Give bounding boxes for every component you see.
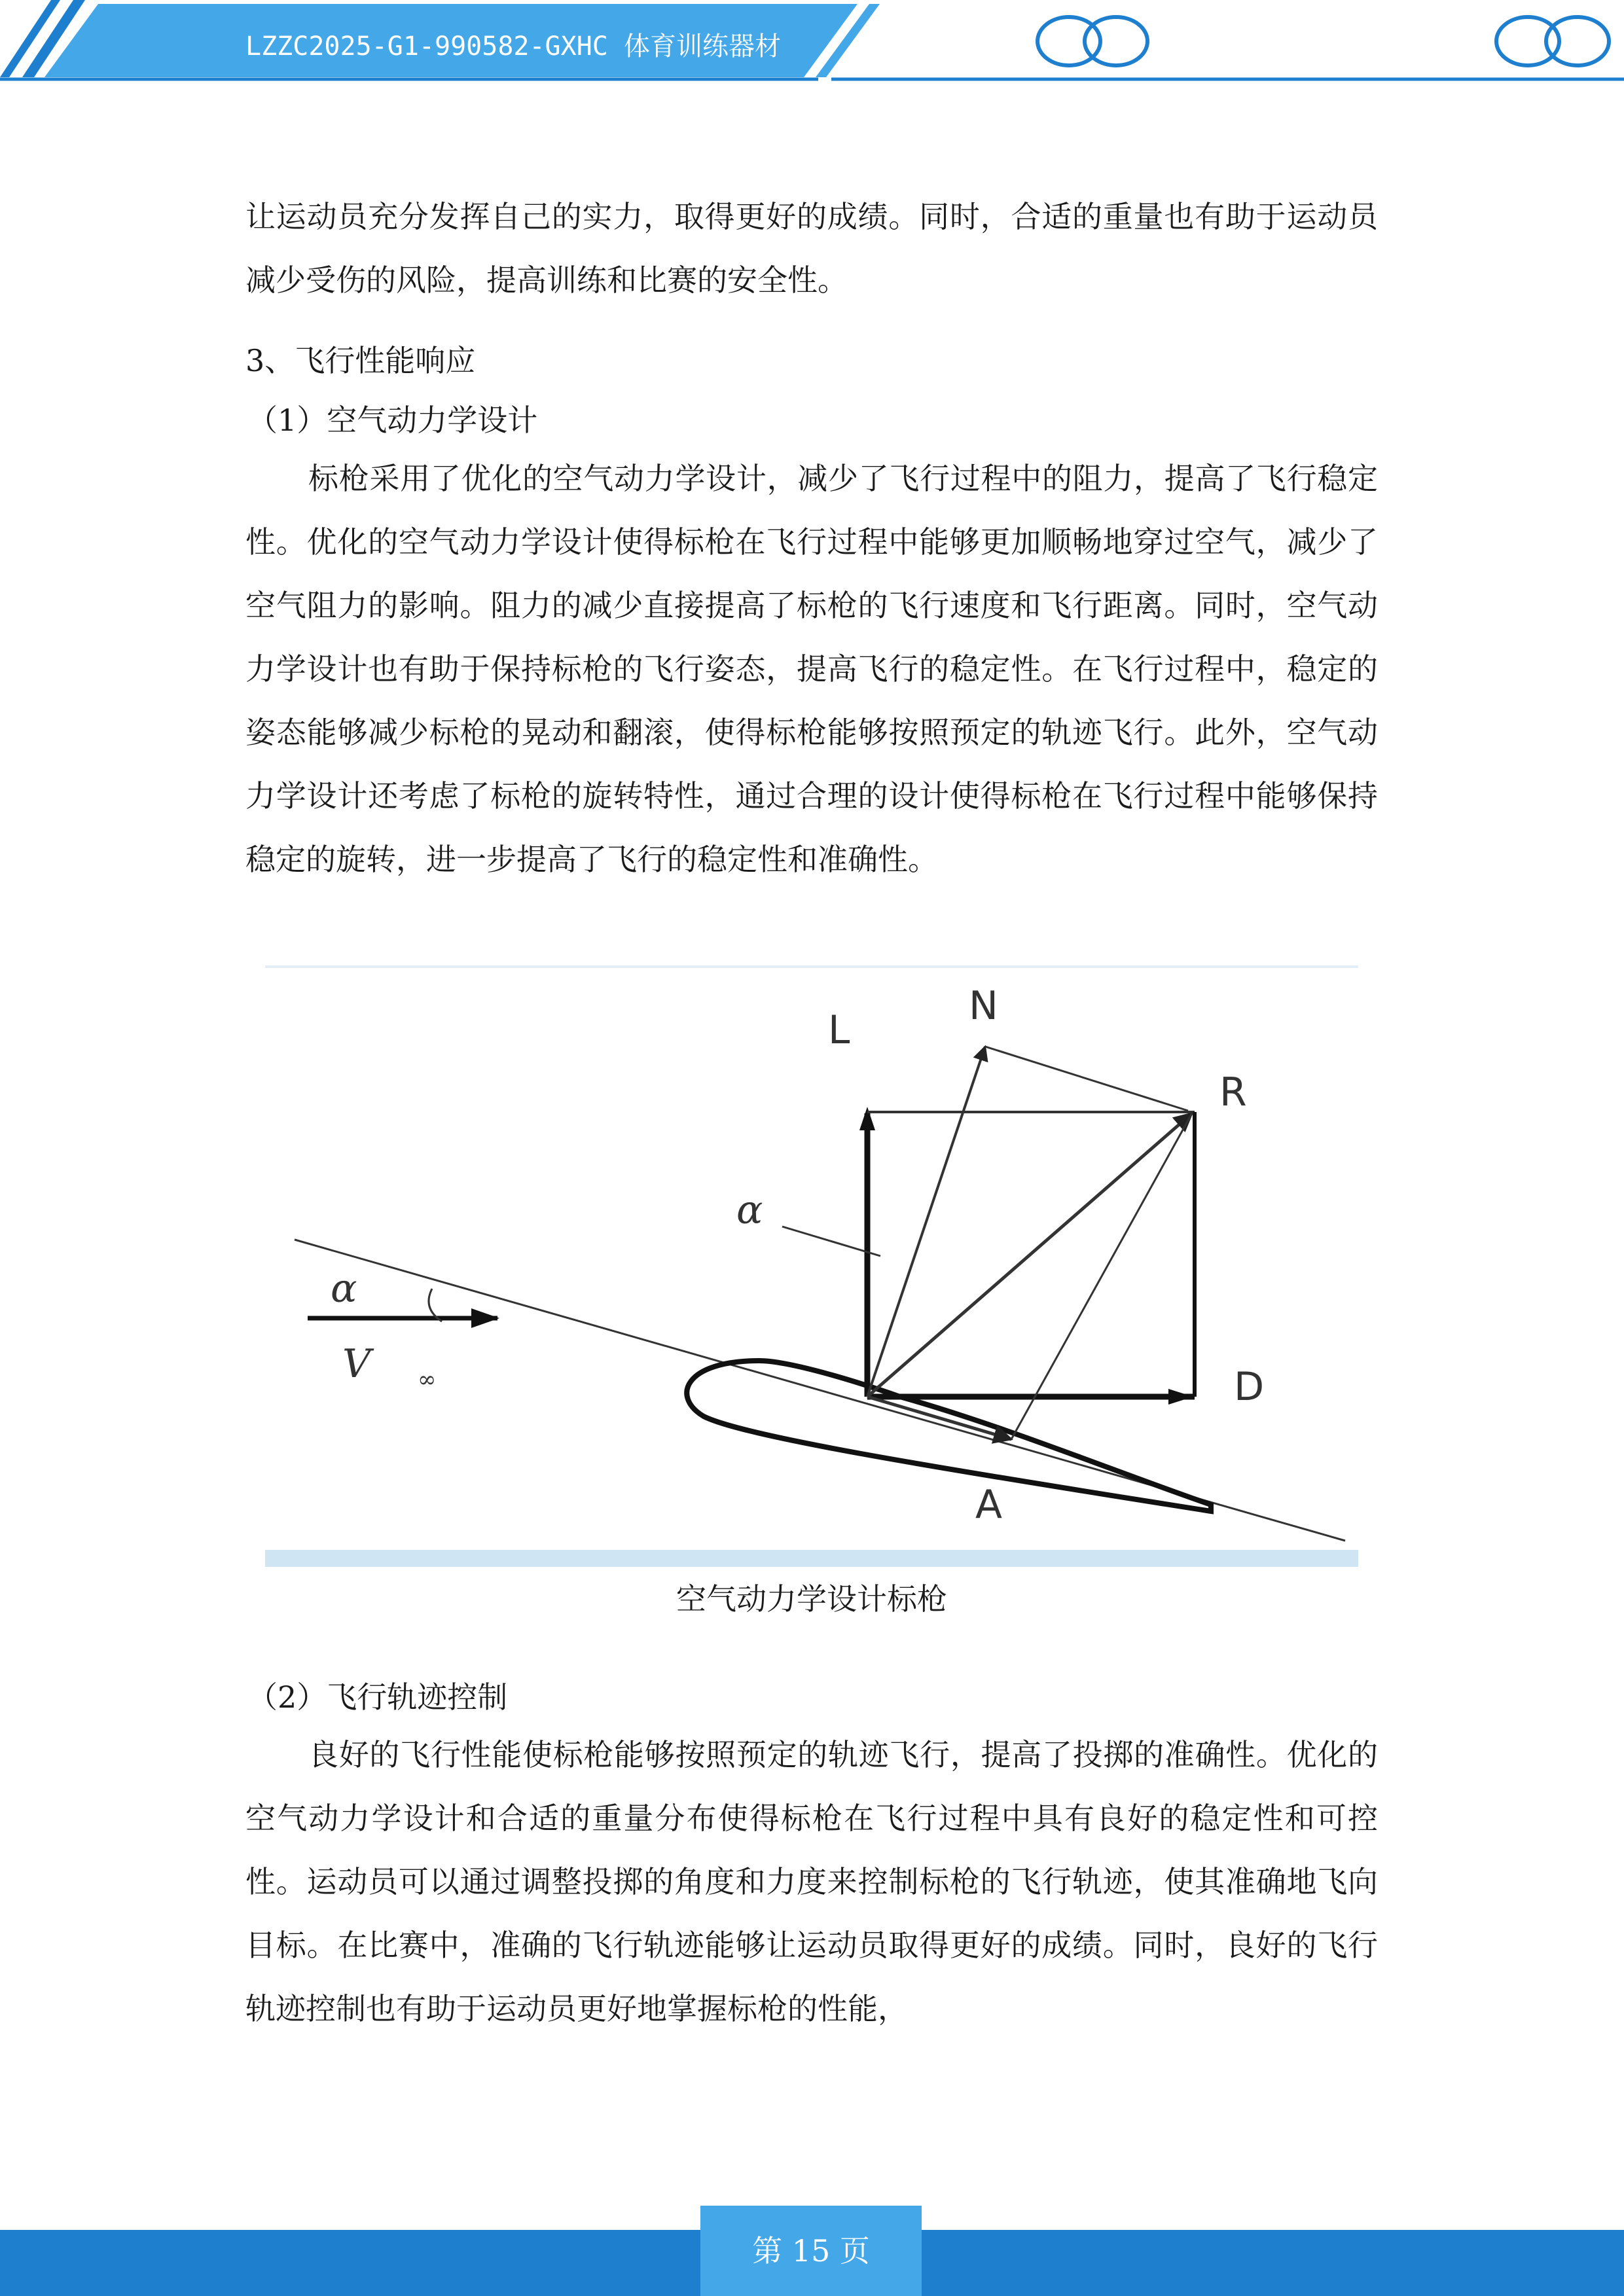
label-r: R bbox=[1219, 1069, 1247, 1115]
freestream-arrowhead bbox=[471, 1308, 499, 1328]
label-alpha-top: α bbox=[736, 1187, 763, 1233]
section-heading: 3、飞行性能响应 bbox=[245, 343, 476, 378]
a-to-r-line bbox=[1011, 1113, 1192, 1439]
page-number: 第 15 页 bbox=[700, 2206, 922, 2296]
body-paragraph: 良好的飞行性能使标枪能够按照预定的轨迹飞行，提高了投掷的准确性。优化的空气动力学设计和合适的重量分布使得标枪在飞行过程中具有良好的稳定性和可控性。运动员可以通过调整投掷的角度和力度来控制标枪的飞行轨迹，使其准确地飞向目标。在比赛中，准确的飞行轨迹能够让运动员取得更好的成绩。同时，良好的飞行轨迹控制也有助于运动员更好地掌握标枪的性能， bbox=[245, 1737, 1378, 2026]
aerodynamics-figure bbox=[265, 965, 1358, 1567]
label-l: L bbox=[828, 1007, 850, 1053]
axial-vector bbox=[867, 1397, 1011, 1439]
n-to-r-line bbox=[985, 1047, 1188, 1111]
label-a: A bbox=[975, 1482, 1003, 1528]
header-graphic bbox=[0, 0, 1624, 85]
drag-arrowhead bbox=[1168, 1389, 1193, 1405]
label-n: N bbox=[969, 983, 998, 1029]
label-velocity: V bbox=[342, 1341, 371, 1387]
page-header bbox=[0, 0, 1624, 85]
subsection-heading: （1）空气动力学设计 bbox=[247, 403, 538, 438]
force-diagram bbox=[265, 968, 1358, 1567]
lift-arrowhead bbox=[859, 1107, 875, 1130]
rings-logo-icon bbox=[1038, 17, 1147, 65]
label-d: D bbox=[1234, 1364, 1265, 1410]
intro-paragraph: 让运动员充分发挥自己的实力，取得更好的成绩。同时，合适的重量也有助于运动员减少受伤的风险，提高训练和比赛的安全性。 bbox=[245, 199, 1378, 298]
infinity-subscript: ∞ bbox=[418, 1367, 437, 1393]
airfoil-profile bbox=[687, 1361, 1211, 1511]
subsection-heading: （2）飞行轨迹控制 bbox=[247, 1679, 508, 1715]
label-alpha-left: α bbox=[331, 1266, 357, 1312]
rings-logo-icon bbox=[1496, 17, 1609, 65]
figure-bottom-strip bbox=[265, 1550, 1358, 1567]
body-paragraph: 标枪采用了优化的空气动力学设计，减少了飞行过程中的阻力，提高了飞行稳定性。优化的空气动力学设计使得标枪在飞行过程中能够更加顺畅地穿过空气，减少了空气阻力的影响。阻力的减少直接提高了标枪的飞行速度和飞行距离。同时，空气动力学设计也有助于保持标枪的飞行姿态，提高飞行的稳定性。在飞行过程中，稳定的姿态能够减少标枪的晃动和翻滚，使得标枪能够按照预定的轨迹飞行。此外，空气动力学设计还考虑了标枪的旋转特性，通过合理的设计使得标枪在飞行过程中能够保持稳定的旋转，进一步提高了飞行的稳定性和准确性。 bbox=[245, 461, 1378, 877]
figure-caption: 空气动力学设计标枪 bbox=[676, 1581, 947, 1617]
header-title: LZZC2025-G1-990582-GXHC 体育训练器材 bbox=[245, 31, 781, 62]
